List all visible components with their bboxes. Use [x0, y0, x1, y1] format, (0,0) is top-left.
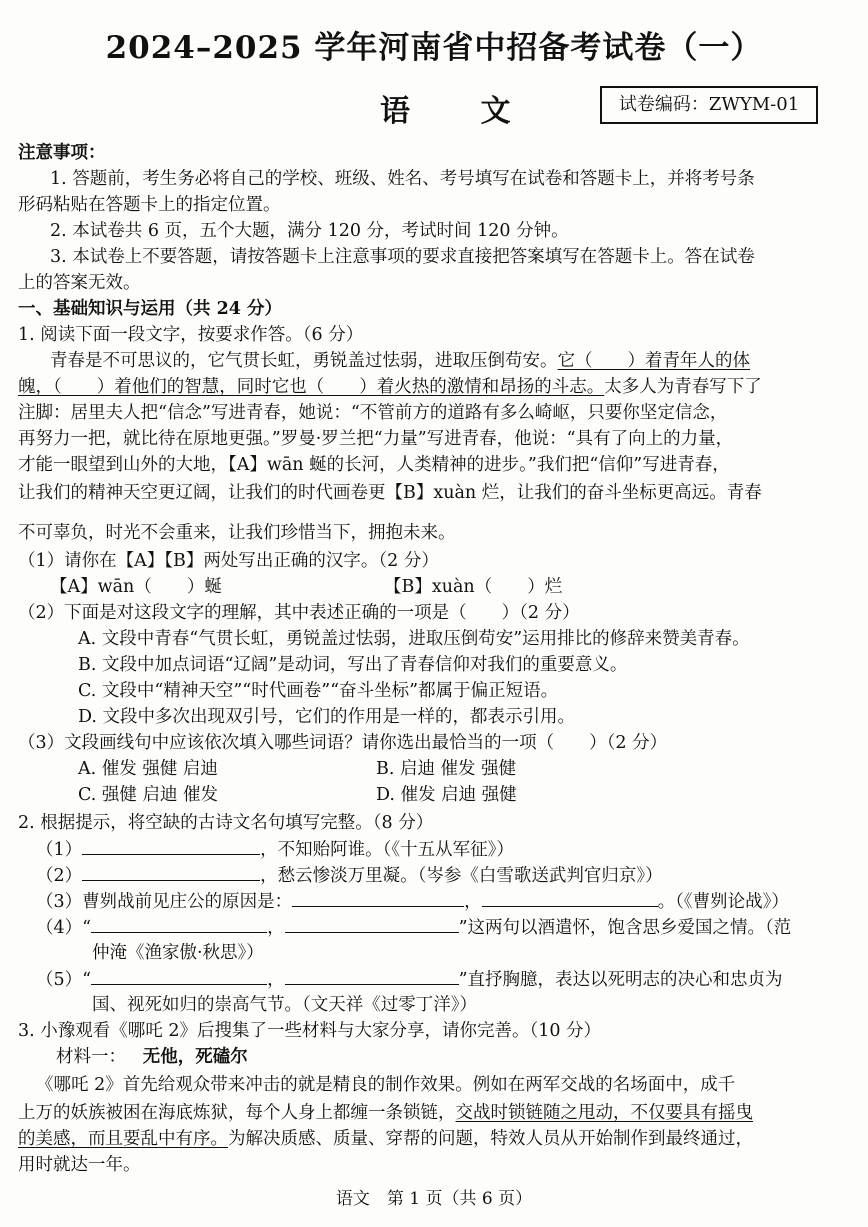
q2-item-1	[36, 836, 854, 863]
q1-sub-3-option-c: C. 强健 启迪 催发	[78, 785, 219, 805]
underlined-sentence: 交战时锁链随之甩动，不仅要具有摇曳	[455, 1103, 753, 1123]
q2-stem: 2. 根据提示，将空缺的古诗文名句填写完整。（8 分）	[18, 813, 434, 833]
q1-sub-1-b: 【B】xuàn（ ）烂	[384, 577, 563, 597]
note-1-line-1: 1. 答题前，考生务必将自己的学校、班级、姓名、考号填写在试卷和答题卡上，并将考号条	[50, 169, 755, 189]
q2-item-2	[36, 862, 854, 889]
note-1-line-2: 形码粘贴在答题卡上的指定位置。	[18, 195, 281, 215]
item-number: （1）	[36, 840, 83, 860]
q1-sub-2-option-a: A. 文段中青春“气贯长虹，勇锐盖过怯弱，进取压倒苟安”运用排比的修辞来赞美青春。	[78, 629, 750, 649]
underlined-sentence: 它（ ）着青年人的体	[557, 351, 750, 371]
material-text: 上万的妖族被困在海底炼狱，每个人身上都缠一条锁链，	[18, 1103, 456, 1123]
material-1-line-3	[18, 1126, 854, 1152]
q2-item-5-cont: 国、视死如归的崇高气节。（文天祥《过零丁洋》）	[92, 995, 477, 1015]
material-text: 为解决质感、质量、穿帮的问题，特效人员从开始制作到最终通过，	[228, 1129, 753, 1149]
answer-blank[interactable]	[82, 862, 260, 881]
q1-passage-line-6: 让我们的精神天空更辽阔，让我们的时代画卷更【B】xuàn 烂，让我们的奋斗坐标更高远。青春	[18, 483, 762, 503]
q1-passage-line-7: 不可辜负，时光不会重来，让我们珍惜当下，拥抱未来。	[18, 523, 456, 543]
note-2: 2. 本试卷共 6 页，五个大题，满分 120 分，考试时间 120 分钟。	[50, 221, 569, 241]
q1-passage-line-2	[18, 374, 854, 400]
q1-passage-line-1	[50, 348, 854, 374]
item-text: （4）“	[36, 918, 92, 938]
q1-sub-2-option-b: B. 文段中加点词语“辽阔”是动词，写出了青春信仰对我们的重要意义。	[78, 655, 628, 675]
q1-sub-3-option-d: D. 催发 启迪 强健	[376, 785, 517, 805]
passage-text: 太多人为青春写下了	[604, 377, 762, 397]
q1-sub-1-a: 【A】wān（ ）蜒	[50, 577, 222, 597]
answer-blank[interactable]	[91, 966, 267, 985]
material-title: 无他，死磕尔	[142, 1047, 248, 1067]
item-text: ，	[267, 970, 285, 990]
exam-title: 2024–2025 学年河南省中招备考试卷（一）	[105, 30, 763, 66]
q1-passage-line-4: 再努力一把，就比待在原地更强。”罗曼·罗兰把“力量”写进青春，他说：“具有了向上的力量，	[18, 429, 734, 449]
subject-title: 语 文	[380, 94, 541, 129]
item-text: ”直抒胸臆，表达以死明志的决心和忠贞为	[458, 970, 783, 990]
q1-sub-3-option-a: A. 催发 强健 启迪	[78, 759, 218, 779]
answer-blank[interactable]	[482, 888, 658, 907]
exam-code-box: 试卷编码：ZWYM-01	[600, 86, 818, 124]
answer-blank[interactable]	[292, 888, 464, 907]
q1-sub-2-option-d: D. 文段中多次出现双引号，它们的作用是一样的，都表示引用。	[78, 707, 576, 727]
q2-item-3	[36, 888, 854, 915]
answer-blank[interactable]	[285, 914, 459, 933]
notes-heading: 注意事项：	[18, 143, 106, 163]
q1-sub-2: （2）下面是对这段文字的理解，其中表述正确的一项是（ ）（2 分）	[18, 603, 580, 623]
q1-stem: 1. 阅读下面一段文字，按要求作答。（6 分）	[18, 325, 364, 345]
answer-blank[interactable]	[91, 914, 267, 933]
material-1-line-4: 用时就达一年。	[18, 1155, 141, 1175]
q1-sub-3-option-b: B. 启迪 催发 强健	[376, 759, 517, 779]
material-label: 材料一：	[56, 1047, 126, 1067]
item-text: ，	[267, 918, 285, 938]
section-1-heading: 一、基础知识与运用（共 24 分）	[18, 299, 283, 319]
material-1-line-2	[18, 1100, 854, 1126]
q1-passage-line-3: 注脚：居里夫人把“信念”写进青春，她说：“不管前方的道路有多么崎岖，只要你坚定信念，	[18, 403, 728, 423]
page-footer: 语文 第 1 页（共 6 页）	[335, 1189, 533, 1209]
item-text: 。（《曹刿论战》）	[657, 892, 789, 912]
material-1-header	[56, 1044, 854, 1070]
underlined-sentence: 的美感，而且要乱中有序。	[18, 1129, 228, 1149]
item-number: （2）	[36, 866, 83, 886]
underlined-sentence: 魄，（ ）着他们的智慧，同时它也（ ）着火热的激情和昂扬的斗志。	[18, 377, 605, 397]
q1-sub-1: （1）请你在【A】【B】两处写出正确的汉字。（2 分）	[18, 551, 439, 571]
passage-text: 青春是不可思议的，它气贯长虹，勇锐盖过怯弱，进取压倒苟安。	[50, 351, 558, 371]
material-1-line-1: 《哪吒 2》首先给观众带来冲击的就是精良的制作效果。例如在两军交战的名场面中，成千	[36, 1075, 736, 1095]
q1-sub-3: （3）文段画线句中应该依次填入哪些词语？请你选出最恰当的一项（ ）（2 分）	[18, 733, 668, 753]
item-text: ，愁云惨淡万里凝。（岑参《白雪歌送武判官归京》）	[260, 866, 663, 886]
note-3-line-1: 3. 本试卷上不要答题，请按答题卡上注意事项的要求直接把答案填写在答题卡上。答在试卷	[50, 247, 755, 267]
item-text: ，不知贻阿谁。（《十五从军征》）	[260, 840, 514, 860]
q2-item-4	[36, 914, 854, 941]
q2-item-4-cont: 仲淹《渔家傲·秋思》）	[92, 943, 264, 963]
item-text: （3）曹刿战前见庄公的原因是：	[36, 892, 293, 912]
item-text: ”这两句以酒遣怀，饱含思乡爱国之情。（范	[458, 918, 792, 938]
note-3-line-2: 上的答案无效。	[18, 273, 141, 293]
q2-item-5	[36, 966, 854, 993]
item-text: ，	[464, 892, 482, 912]
q1-passage-line-5: 才能一眼望到山外的大地，【A】wān 蜒的长河，人类精神的进步。”我们把“信仰”写进青春，	[18, 455, 730, 475]
answer-blank[interactable]	[285, 966, 459, 985]
answer-blank[interactable]	[82, 836, 260, 855]
q3-stem: 3. 小豫观看《哪吒 2》后搜集了一些材料与大家分享，请你完善。（10 分）	[18, 1021, 602, 1041]
q1-sub-2-option-c: C. 文段中“精神天空”“时代画卷”“奋斗坐标”都属于偏正短语。	[78, 681, 559, 701]
item-text: （5）“	[36, 970, 92, 990]
